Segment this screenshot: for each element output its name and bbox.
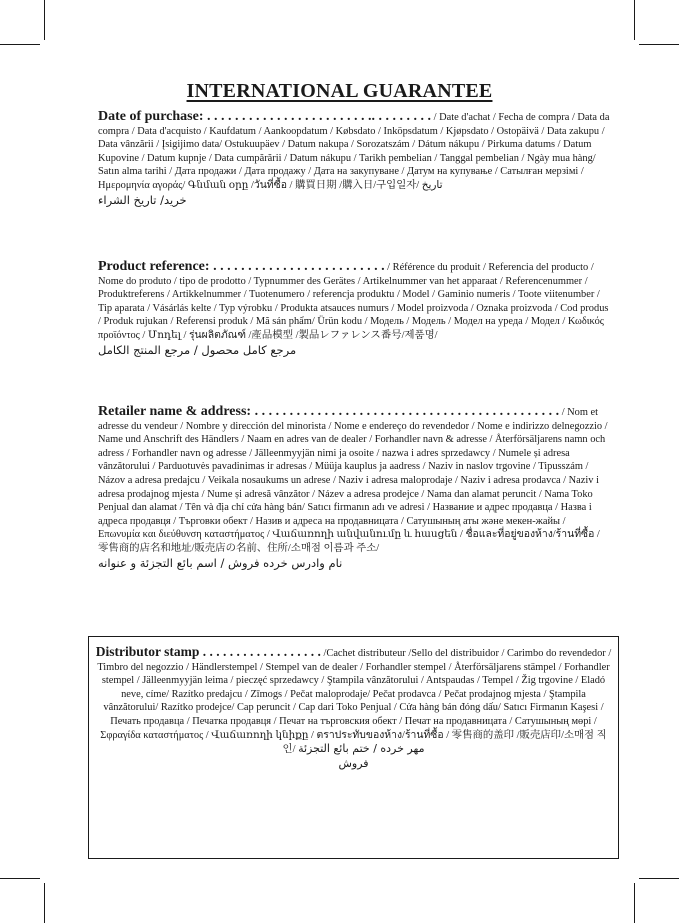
retailer-section [98,405,610,570]
crop-mark-top-right [634,0,635,40]
date-of-purchase-heading: Date of purchase: . . . . . . . . . . . . . . . . . . . . . . . .. . . . . . . . . [98,109,432,124]
distributor-stamp-rtl: مهر خرده / ختم بائع التجزئة [298,742,425,756]
crop-mark-top-left [44,0,45,40]
distributor-stamp-translations: /Cachet distributeur /Sello del distribuidor / Carimbo do revendedor / Timbro del negozzio / Händlerstempel / Stempel van de dealer / Forhandler stempel / Återförsäljarens stämpel / Forhandler stempel / Jälleenmyyjän leima / pieczęć sprzedawcy / Ştampila vânzătorului / Antspaudas / Tempel / Žig trgovine / Eladó neve, címe/ Razítko predajcu / Zīmogs / Pečat maloprodaje/ Pečat prodavca / Pečat prodajnog mjesta / Ştampila vânzătorului/ Razítko prodejce/ Cap peruncit / Cap dari Toko Penjual / Cửa hàng bán đóng dấu/ Satıcı Firmanın Kaşesi / Печать продавца / Печатка продавця / Печат на търговския обект / Печат на продавницата / Сатушының мөрі / Σφραγίδα καταστήματος / Վաճառողի կնիքը / ตราประทับของห้าง/ร้านที่ซื้อ / 零售商的盖印 /販売店印/소매점 직인/ [97,648,612,756]
date-of-purchase-translations: / Date d'achat / Fecha de compra / Data da compra / Data d'acquisto / Kaufdatum / Aankoopdatum / Købsdato / Inköpsdatum / Kjøpsdato / Ostopäivä / Data zakupu / Data vânzării / Įsigijimo data/ Ostukuupäev / Datum nakupa / Sorozatszám / Dátum nákupu / Pirkuma datums / Datum Kupovine / Datum kupnje / Data cumpărării / Datum nákupu / Tarikh pembelian / Tanggal pembelian / Ngày mua hàng/ Satın alma tarihi / Дата продажи / Дата продажу / Дата на закупуване / Датум на купување / Сатылған мерзімі / Ημερομηνία αγοράς/ Գնման օրը /วันที่ซื้อ / 購買日期 /購入日/구입일자/ تاريخ [98,112,610,191]
distributor-stamp-box [88,636,619,859]
crop-mark-bottom-left [44,883,45,923]
date-of-purchase-section [98,110,610,207]
product-reference-section [98,260,610,357]
retailer-heading: Retailer name & address: . . . . . . . . . . . . . . . . . . . . . . . . . . . . . . . . . . . . . . . . . . . . [98,404,560,419]
retailer-translations: / Nom et adresse du vendeur / Nombre y dirección del minorista / Nome e endereço do revendedor / Nome e indirizzo delnegozzio / Name und Anschrift des Händlers / Naam en adres van de dealer / Forhandler navn & adresse / Återförsäljarens namn och adress / Forhandler navn og adresse / Jälleenmyyjän nimi ja osoite / nazwa i adres sprzedawcy / Numele și adresa vânzătorului / Parduotuvės pavadinimas ir adresas / Müüja kauplus ja aadress / Naziv in naslov trgovine / Tipusszám / Názov a adresa predajcu / Veikala nosaukums un adrese / Naziv i adresa maloprodaje / Naziv i adresa prodavca / Naziv i adresa prodajnog mjesta / Nume și adresă vânzător / Název a adresa prodejce / Nama dan alamat peruncit / Nama Toko Penjual dan alamat / Tên và địa chỉ cửa hàng bán/ Satıcı firmanın adı ve adresi / Название и адрес продавца / Назва і адреса продавця / Търговки обект / Назив и адреса на продавницата / Сатушының аты және мекен-жайы / Επωνυμία και διεύθυνση καταστήματος / Վաճառողի անվանումը և հասցեն / ชื่อและที่อยู่ของห้าง/ร้านที่ซื้อ / 零售商的店名和地址/販売店の名前、住所/소매점 이름과 주소/ [98,407,608,554]
crop-mark-top-right-h [639,44,679,45]
crop-mark-bottom-right-h [639,878,679,879]
crop-mark-bottom-right [634,883,635,923]
product-reference-rtl: مرجع كامل محصول / مرجع المنتج الكامل [98,342,297,357]
date-of-purchase-rtl: خرید/ تاریخ الشراء [98,192,187,207]
product-reference-translations: / Référence du produit / Referencia del producto / Nome do produto / tipo de prodotto / Typnummer des Gerätes / Artikelnummer van het apparaat / Referencenummer / Produktreferens / Artikkelnummer / Tuotenumero / referencja produktu / Model / Gaminio numeris / Toote viitenumber / Tip aparata / Vásárlás kelte / Typ výrobku / Produkta atsauces numurs / Model proizvoda / Oznaka proizvoda / Cod produs / Produk rujukan / Referensi produk / Mã sản phẩm/ Ürün kodu / Модель / Модель / Модел на уреда / Модел / Κωδικός προϊόντος / Մոդել / รุ่นผลิตภัณฑ์ /產品模型 /製品レファレンス番号/제품명/ [98,262,609,341]
crop-mark-bottom-left-h [0,878,40,879]
product-reference-heading: Product reference: . . . . . . . . . . . . . . . . . . . . . . . . . [98,259,385,274]
distributor-stamp-heading: Distributor stamp . . . . . . . . . . . . . . . . . . [95,644,321,659]
page-title: INTERNATIONAL GUARANTEE [186,80,493,102]
retailer-rtl: نام وادرس خرده فروش / اسم بائع التجزئة و عنوانه [98,555,343,570]
distributor-stamp-rtl-2: فروش [338,756,369,770]
crop-mark-top-left-h [0,44,40,45]
